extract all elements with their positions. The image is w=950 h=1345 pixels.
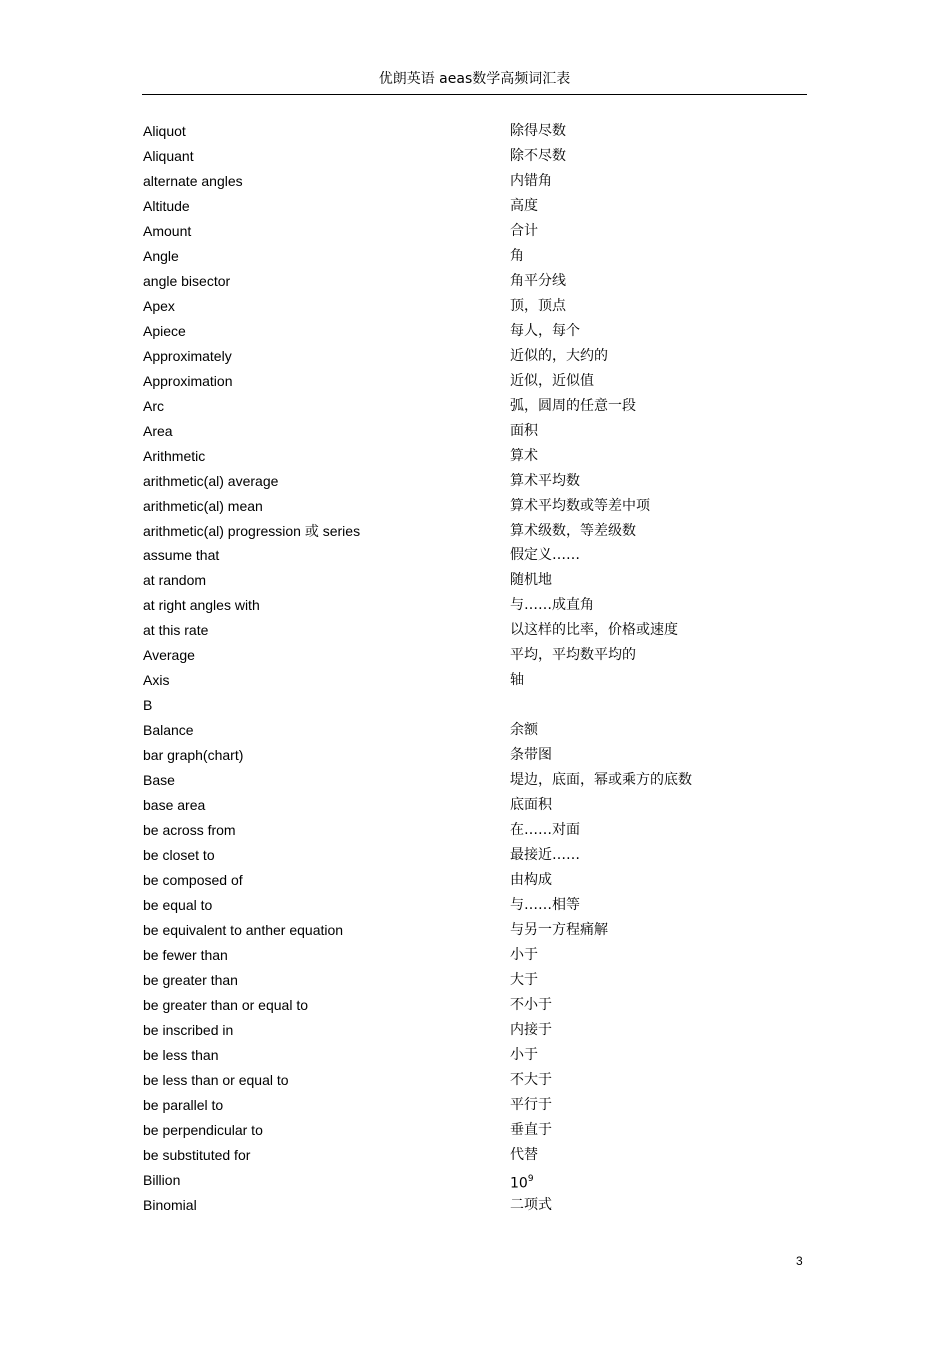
vocab-row [143,396,783,421]
vocab-row [143,271,783,296]
vocab-meaning [510,545,580,565]
vocab-term: at this rate [143,622,209,639]
vocab-meaning [510,670,524,690]
vocab-term: be fewer than [143,946,228,963]
vocab-meaning-text: 算术 [510,447,538,464]
vocab-meaning-text: 条带图 [510,747,552,764]
vocab-meaning [510,1020,552,1040]
vocab-term: Aliquot [143,123,186,139]
vocab-term: be composed of [143,872,243,889]
vocab-term: Approximation [143,372,233,389]
vocab-meaning-text: 大于 [510,971,538,988]
page-number: 3 [796,1254,803,1268]
vocab-term: Apex [143,297,175,314]
vocab-row [143,820,783,845]
vocab-meaning-text: 最接近…… [510,847,580,864]
vocab-term: Area [143,422,173,439]
vocab-meaning [510,770,692,790]
vocab-meaning [510,1195,552,1215]
vocab-meaning [510,1120,552,1140]
vocab-row [143,795,783,820]
vocab-term: Axis [143,672,170,689]
vocab-meaning [510,620,678,640]
vocab-meaning-exponent: 9 [527,1173,534,1184]
vocab-row [143,645,783,670]
vocab-term: alternate angles [143,172,243,189]
vocab-meaning [510,521,636,541]
vocab-row [143,845,783,870]
vocab-term: Balance [143,722,194,739]
vocab-row [143,446,783,471]
vocab-row [143,945,783,970]
vocab-row [143,496,783,521]
vocab-row [143,545,783,570]
vocab-term: be equivalent to anther equation [143,922,344,938]
vocab-meaning-text: 余额 [510,722,538,739]
vocab-term: be perpendicular to [143,1121,263,1138]
vocab-row [143,421,783,446]
vocab-meaning [510,570,552,590]
vocab-row [143,695,783,720]
vocab-meaning [510,296,566,316]
vocab-term: at right angles with [143,597,260,614]
vocab-meaning [510,346,608,366]
vocab-row [143,1095,783,1120]
vocab-meaning-text: 随机地 [510,572,552,589]
vocab-meaning-text: 算术平均数或等差中项 [510,497,650,514]
vocab-row [143,371,783,396]
vocab-meaning-text: 二项式 [510,1196,552,1213]
vocab-row [143,620,783,645]
vocab-term: be substituted for [143,1146,251,1163]
vocab-meaning-text: 内错角 [510,172,552,189]
vocab-row [143,346,783,371]
vocab-row [143,995,783,1020]
vocab-term: be across from [143,822,236,839]
vocab-row [143,895,783,920]
vocab-term: Average [143,647,195,664]
vocab-meaning [510,446,538,466]
vocab-meaning [510,1095,552,1115]
vocab-term: Aliquant [143,147,194,164]
vocab-meaning [510,1170,534,1194]
vocab-meaning-text: 以这样的比率，价格或速度 [510,622,678,639]
vocab-meaning-text: 角 [510,247,524,264]
vocab-meaning-text: 高度 [510,197,538,214]
vocab-term: arithmetic(al) average [143,472,279,489]
vocab-row [143,1045,783,1070]
header-rule [142,94,807,95]
vocab-row [143,471,783,496]
vocab-row [143,1020,783,1045]
vocab-meaning [510,246,524,266]
vocab-term: Binomial [143,1196,197,1213]
vocab-meaning [510,895,580,915]
vocab-meaning-text: 除得尽数 [510,123,566,139]
vocab-meaning [510,995,552,1015]
vocab-term: arithmetic(al) progression 或 series [143,522,361,539]
vocab-row [143,970,783,995]
vocab-meaning-text: 每人，每个 [510,322,580,339]
vocab-meaning-text: 底面积 [510,797,552,814]
vocab-meaning-text: 与……相等 [510,897,580,914]
vocab-row [143,171,783,196]
vocab-term: Apiece [143,322,186,339]
vocab-meaning-text: 弧，圆周的任意一段 [510,397,636,414]
vocab-row [143,196,783,221]
vocab-meaning [510,271,566,291]
vocab-meaning-text: 小于 [510,946,538,963]
vocab-term: Altitude [143,197,190,214]
vocab-meaning-text: 除不尽数 [510,147,566,164]
vocab-meaning [510,1145,538,1165]
vocab-term: B [143,697,153,714]
vocab-meaning-text: 10 [510,1175,528,1192]
vocab-term: Base [143,772,175,789]
vocab-row [143,670,783,695]
vocab-term: base area [143,797,206,814]
vocab-meaning-text: 顶，顶点 [510,297,566,314]
vocab-row [143,920,783,945]
vocab-meaning [510,970,538,990]
vocab-meaning [510,496,650,516]
vocab-row [143,1145,783,1170]
vocab-meaning [510,196,538,216]
vocab-row [143,745,783,770]
vocabulary-list [143,121,783,1220]
vocab-row [143,221,783,246]
vocab-row [143,595,783,620]
vocab-term: Amount [143,222,192,239]
vocab-row [143,296,783,321]
vocab-meaning-text: 不小于 [510,996,552,1013]
vocab-row [143,121,783,146]
vocab-meaning [510,321,580,341]
vocab-meaning-text: 由构成 [510,872,552,889]
vocab-meaning-text: 平行于 [510,1096,552,1113]
vocab-meaning [510,845,580,865]
vocab-term: be greater than [143,971,238,988]
vocab-meaning [510,745,552,765]
vocab-meaning [510,371,594,391]
vocab-meaning-text: 小于 [510,1046,538,1063]
vocab-term: angle bisector [143,272,231,289]
vocab-term: be closet to [143,847,215,864]
vocab-row [143,146,783,171]
vocab-term: Angle [143,247,179,264]
vocab-meaning-text: 算术平均数 [510,472,580,489]
vocab-meaning-text: 轴 [510,672,524,689]
vocab-meaning [510,720,538,740]
vocab-meaning [510,396,636,416]
vocab-term: be greater than or equal to [143,996,309,1013]
vocab-row [143,1120,783,1145]
vocab-meaning-text: 与……成直角 [510,597,594,614]
vocab-meaning-text: 角平分线 [510,272,566,289]
vocab-term: Approximately [143,347,232,364]
vocab-meaning [510,870,552,890]
vocab-term: arithmetic(al) mean [143,497,263,514]
vocab-row [143,870,783,895]
vocab-row [143,246,783,271]
vocab-meaning [510,221,538,241]
vocab-meaning [510,1070,552,1090]
vocab-term: Arc [143,397,164,414]
vocab-meaning-text: 近似的，大约的 [510,347,608,364]
vocab-term: bar graph(chart) [143,747,244,764]
vocab-meaning [510,945,538,965]
vocab-meaning [510,645,636,665]
vocab-meaning-text: 在……对面 [510,822,580,839]
vocab-term: be parallel to [143,1096,224,1113]
vocab-meaning-text: 平均，平均数平均的 [510,647,636,664]
vocab-meaning-text: 近似，近似值 [510,372,594,389]
vocab-term: be less than [143,1046,219,1063]
vocab-meaning [510,171,552,191]
vocab-meaning-text: 不大于 [510,1071,552,1088]
vocab-meaning-text: 代替 [510,1146,538,1163]
vocab-meaning-text: 与另一方程痛解 [510,922,608,938]
vocab-meaning [510,471,580,491]
vocab-term: at random [143,572,207,589]
vocab-row [143,770,783,795]
vocab-term: assume that [143,547,220,564]
vocab-row [143,321,783,346]
vocab-meaning-text: 堤边，底面，幂或乘方的底数 [510,772,692,789]
vocab-meaning-text: 垂直于 [510,1121,552,1138]
page-header-title: 优朗英语 aeas数学高频词汇表 [378,71,571,87]
vocab-meaning-text: 假定义…… [510,547,580,564]
vocab-row [143,1195,783,1220]
vocab-meaning-text: 面积 [510,422,538,439]
vocab-meaning [510,121,566,141]
vocab-meaning [510,421,538,441]
vocab-row [143,1170,783,1195]
vocab-row [143,521,783,546]
vocab-row [143,1070,783,1095]
vocab-meaning [510,595,594,615]
vocab-term: be equal to [143,897,213,914]
vocab-meaning [510,795,552,815]
vocab-term: Arithmetic [143,447,206,464]
vocab-meaning-text: 算术级数，等差级数 [510,522,636,539]
vocab-row [143,570,783,595]
vocab-meaning [510,146,566,166]
vocab-meaning-text: 内接于 [510,1021,552,1038]
vocab-term: be less than or equal to [143,1071,289,1088]
vocab-meaning [510,920,608,940]
vocab-row [143,720,783,745]
vocab-term: be inscribed in [143,1021,234,1038]
vocab-meaning [510,820,580,840]
vocab-meaning-text: 合计 [510,222,538,239]
vocab-meaning [510,1045,538,1065]
vocab-term: Billion [143,1171,181,1188]
